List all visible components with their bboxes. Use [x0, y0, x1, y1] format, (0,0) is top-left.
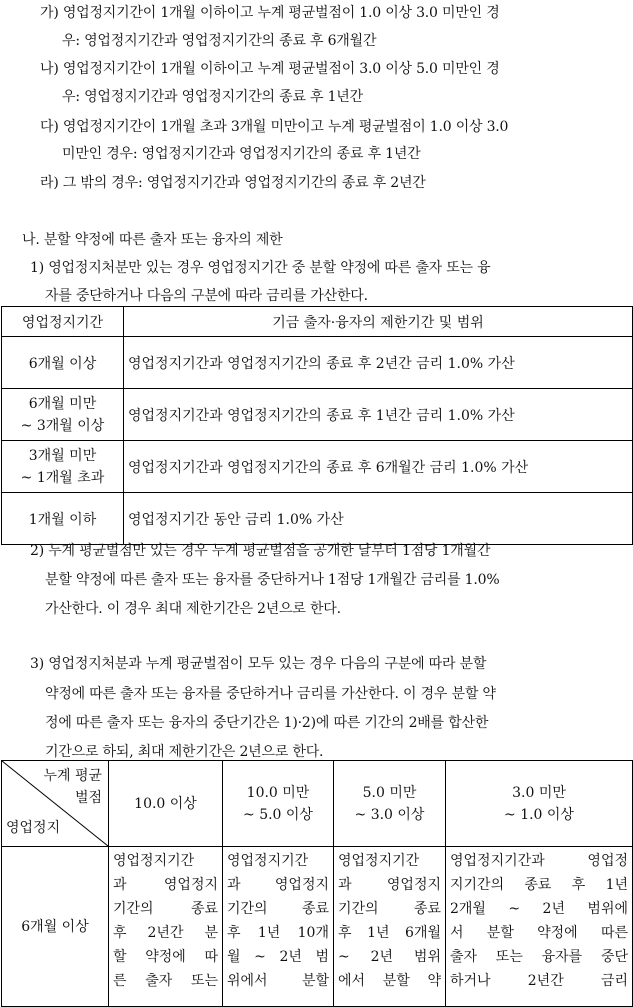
cell-line: 서 분할 약정에 따른	[450, 925, 628, 941]
clause-da-line2: 미만인 경우: 영업정지기간과 영업정지기간의 종료 후 1년간	[62, 146, 421, 162]
corner-bottom-label: 영업정지	[6, 820, 61, 836]
cell-line: 영업정지기간	[338, 853, 420, 869]
section-heading-na: 나. 분할 약정에 따른 출자 또는 융자의 제한	[22, 232, 283, 248]
item3-line1: 3) 영업정지처분과 누계 평균벌점이 모두 있는 경우 다음의 구분에 따라 분할	[30, 656, 487, 672]
table1-header-range: 기금 출자·융자의 제한기간 및 범위	[124, 307, 633, 337]
cell-line: 월 ~ 2년 범	[227, 949, 329, 965]
corner-top-text: 누계 평균	[43, 768, 102, 784]
table2-header	[446, 761, 633, 847]
table1-header-period: 영업정지기간	[2, 307, 124, 337]
cell-line: 후 1년 6개월	[338, 925, 441, 941]
table2-cell	[334, 847, 446, 1007]
cell-line: 과 영업정지	[113, 877, 218, 893]
cell-line: 영업정지기간과 영업정	[450, 853, 628, 869]
clause-ra-line1: 라) 그 밖의 경우: 영업정지기간과 영업정지기간의 종료 후 2년간	[40, 175, 426, 191]
table1-period-cell	[2, 441, 124, 493]
cell-line: 2개월 ~ 2년 범위에	[450, 901, 628, 917]
item3-line4: 기간으로 하되, 최대 제한기간은 2년으로 한다.	[45, 744, 324, 760]
period-text: 1개월 이하	[28, 511, 97, 528]
cell-line: 할 약정에 따	[113, 949, 218, 965]
cell-line: 영업정지기간	[227, 853, 309, 869]
item1-line2: 자를 중단하거나 다음의 구분에 따라 금리를 가산한다.	[45, 288, 368, 304]
cell-line: 기간의 종료	[227, 901, 329, 917]
table2-corner-cell	[2, 761, 109, 847]
clause-ga-line2: 우: 영업정지기간과 영업정지기간의 종료 후 6개월간	[62, 33, 377, 49]
restriction-table-1	[1, 306, 633, 545]
table1-desc-cell: 영업정지기간 동안 금리 1.0% 가산	[124, 493, 633, 545]
item1-line1: 1) 영업정지처분만 있는 경우 영업정지기간 중 분할 약정에 따른 출자 또는 융	[30, 260, 491, 276]
corner-top-text: 벌점	[74, 790, 102, 806]
header-text: 10.0 미만	[246, 784, 310, 801]
period-text: ~ 3개월 이상	[20, 417, 105, 434]
cell-line: 영업정지기간	[113, 853, 195, 869]
table2-cell	[109, 847, 223, 1007]
cell-line: 과 영업정지	[227, 877, 329, 893]
period-text: 6개월 이상	[28, 355, 97, 372]
table2-row-label: 6개월 이상	[2, 847, 109, 1007]
table1-desc-cell: 영업정지기간과 영업정지기간의 종료 후 1년간 금리 1.0% 가산	[124, 389, 633, 441]
cell-line: 하거나 2년간 금리	[450, 973, 628, 989]
period-text: 6개월 미만	[28, 395, 97, 412]
cell-line: 에서 분할 약	[338, 973, 441, 989]
header-text: ~ 1.0 이상	[504, 806, 574, 823]
table2-header	[334, 761, 446, 847]
cell-line: 위에서 분할	[227, 973, 329, 989]
cell-line: 지기간의 종료 후 1년	[450, 877, 628, 893]
table2-header	[223, 761, 334, 847]
header-text: 10.0 이상	[134, 795, 197, 812]
header-text: 3.0 미만	[512, 784, 566, 801]
table1-period-cell	[2, 493, 124, 545]
period-text: 3개월 미만	[28, 447, 97, 464]
table1-period-cell	[2, 337, 124, 389]
cell-line: 과 영업정지	[338, 877, 441, 893]
item3-line3: 정에 따른 출자 또는 융자의 중단기간은 1)·2)에 따른 기간의 2배를 합산한	[45, 715, 489, 731]
cell-line: ~ 2년 범위	[338, 949, 441, 965]
clause-na-line1: 나) 영업정지기간이 1개월 이하이고 누계 평균벌점이 3.0 이상 5.0 미만인 경	[40, 61, 500, 77]
clause-da-line1: 다) 영업정지기간이 1개월 초과 3개월 미만이고 누계 평균벌점이 1.0 이상 3.0	[40, 119, 509, 135]
header-text: ~ 3.0 이상	[354, 806, 425, 823]
table1-period-cell	[2, 389, 124, 441]
item2-line2: 분할 약정에 따른 출자 또는 융자를 중단하거나 1점당 1개월간 금리를 1.0%	[45, 572, 500, 588]
table1-desc-cell: 영업정지기간과 영업정지기간의 종료 후 2년간 금리 1.0% 가산	[124, 337, 633, 389]
cell-line: 출자 또는 융자를 중단	[450, 949, 628, 965]
table2-header	[109, 761, 223, 847]
cell-line: 후 1년 10개	[227, 925, 329, 941]
header-text: ~ 5.0 이상	[243, 806, 313, 823]
table1-desc-cell: 영업정지기간과 영업정지기간의 종료 후 6개월간 금리 1.0% 가산	[124, 441, 633, 493]
table2-cell	[446, 847, 633, 1007]
item3-line2: 약정에 따른 출자 또는 융자를 중단하거나 금리를 가산한다. 이 경우 분할 약	[45, 686, 496, 702]
item2-line3: 가산한다. 이 경우 최대 제한기간은 2년으로 한다.	[45, 601, 341, 617]
cell-line: 기간의 종료	[113, 901, 218, 917]
cell-line: 후 2년간 분	[113, 925, 218, 941]
corner-top-label	[43, 765, 102, 809]
item2-line1: 2) 누계 평균벌점만 있는 경우 누계 평균벌점을 공개한 날부터 1점당 1개월간	[30, 543, 491, 559]
table2-cell	[223, 847, 334, 1007]
clause-na-line2: 우: 영업정지기간과 영업정지기간의 종료 후 1년간	[62, 89, 363, 105]
period-text: ~ 1개월 초과	[20, 469, 105, 486]
restriction-table-2	[1, 760, 633, 1007]
cell-line: 른 출자 또는	[113, 973, 218, 989]
clause-ga-line1: 가) 영업정지기간이 1개월 이하이고 누계 평균벌점이 1.0 이상 3.0 미만인 경	[40, 5, 500, 21]
header-text: 5.0 미만	[362, 784, 417, 801]
cell-line: 기간의 종료	[338, 901, 441, 917]
